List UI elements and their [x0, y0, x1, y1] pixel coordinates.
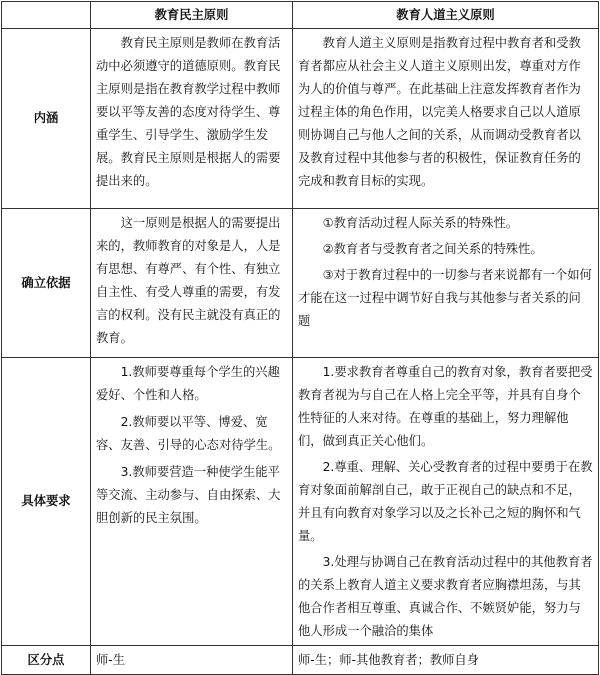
header-humanism: 教育人道主义原则 [293, 2, 599, 29]
cell-yiju-humanism [293, 209, 599, 358]
cell-yaoqiu-democracy [91, 358, 293, 646]
list-item: ②教育者与受教育者之间关系的特殊性。 [322, 242, 543, 256]
list-item: 3.处理与协调自己在教育活动过程中的其他教育者的关系上教育人道主义要求教育者应胸襟坦荡，与其他合作者相互尊重、真诚合作、不嫉贤妒能，努力与他人形成一个融洽的集体 [298, 555, 593, 638]
row-yaoqiu [2, 358, 599, 646]
list-item: 3.教师要营造一种使学生能平等交流、主动参与、自由探索、大胆创新的民主氛围。 [96, 465, 281, 525]
cell-qufen-humanism: 师-生；师-其他教育者；教师自身 [293, 646, 599, 675]
header-democracy: 教育民主原则 [91, 2, 293, 29]
cell-yiju-democracy [91, 209, 293, 358]
list-item: 1.要求教育者尊重自己的教育对象，教育者要把受教育者视为与自己在人格上完全平等，并具有自身个性特征的人来对待。在尊重的基础上，努力理解他们，做到真正关心他们。 [298, 365, 593, 448]
paragraph: 教育民主原则是教师在教育活动中必须遵守的道德原则。教育民主原则是指在教育教学过程中教师要以平等友善的态度对待学生、尊重学生、引导学生、激励学生发展。教育民主原则是根据人的需要提出来的。 [96, 36, 281, 188]
row-label-yaoqiu: 具体要求 [2, 358, 91, 646]
list-item: 2.尊重、理解、关心受教育者的过程中要勇于在教育对象面前解剖自己，敢于正视自己的缺点和不足，并且有向教育对象学习以及之长补己之短的胸怀和气量。 [298, 460, 593, 543]
list-item: ①教育活动过程人际关系的特殊性。 [322, 216, 519, 230]
header-blank-cell [2, 2, 91, 29]
row-qufen [2, 646, 599, 675]
row-label-qufen: 区分点 [2, 646, 91, 675]
cell-qufen-democracy: 师-生 [91, 646, 293, 675]
paragraph: 这一原则是根据人的需要提出来的，教师教育的对象是人，人是有思想、有尊严、有个性、有独立自主性、有受人尊重的需要，有发言的权利。没有民主就没有真正的教育。 [96, 216, 281, 345]
header-row [2, 2, 599, 29]
comparison-table [1, 1, 599, 675]
row-label-yiju: 确立依据 [2, 209, 91, 358]
list-item: 1.教师要尊重每个学生的兴趣爱好、个性和人格。 [96, 365, 280, 402]
row-neihan [2, 29, 599, 209]
list-item: 2.教师要以平等、博爱、宽容、友善、引导的心态对待学生。 [96, 415, 281, 452]
list-item: ③对于教育过程中的一切参与者来说都有一个如何才能在这一过程中调节好自我与其他参与者关系的问题 [298, 268, 592, 328]
cell-neihan-humanism [293, 29, 599, 209]
row-label-neihan: 内涵 [2, 29, 91, 209]
paragraph: 教育人道主义原则是指教育过程中教育者和受教育者都应从社会主义人道主义原则出发，尊重对方作为人的价值与尊严。在此基础上注意发挥教育者作为过程主体的角色作用，以完美人格要求自己以人道原则协调自己与他人之间的关系，从而调动受教育者以及教育过程中其他参与者的积极性，保证教育任务的完成和教育目标的实现。 [298, 36, 581, 188]
cell-yaoqiu-humanism [293, 358, 599, 646]
row-yiju [2, 209, 599, 358]
cell-neihan-democracy [91, 29, 293, 209]
